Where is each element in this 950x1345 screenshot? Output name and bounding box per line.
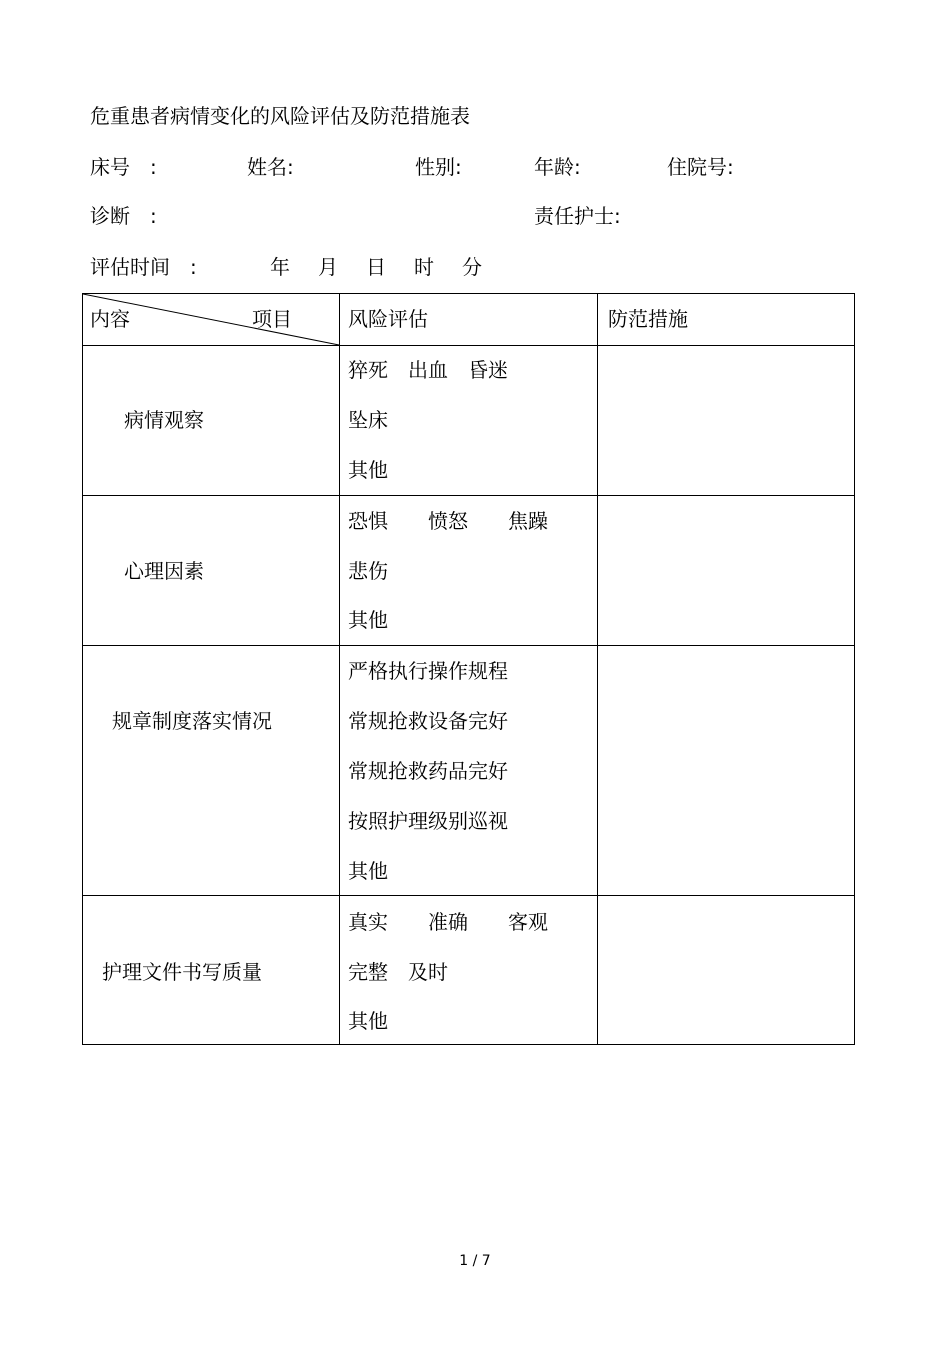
table-row-divider <box>82 895 855 896</box>
risk-item: 常规抢救设备完好 <box>348 709 508 733</box>
risk-item: 完整 及时 <box>348 960 448 984</box>
risk-item: 其他 <box>348 1009 388 1033</box>
risk-item: 常规抢救药品完好 <box>348 759 508 783</box>
risk-item: 按照护理级别巡视 <box>348 809 508 833</box>
header-prevention-measures: 防范措施 <box>608 307 688 331</box>
month-label: 月 <box>318 255 338 279</box>
gender-label: 性别: <box>415 155 462 179</box>
table-column-divider <box>339 293 340 1045</box>
table-border-right <box>854 293 855 1045</box>
risk-item: 恐惧 愤怒 焦躁 <box>348 509 548 533</box>
form-title: 危重患者病情变化的风险评估及防范措施表 <box>90 104 470 128</box>
evaluation-time-label: 评估时间 : <box>90 255 197 279</box>
risk-item: 严格执行操作规程 <box>348 659 508 683</box>
risk-item: 坠床 <box>348 408 388 432</box>
risk-item: 其他 <box>348 859 388 883</box>
row-category-nursing-documentation: 护理文件书写质量 <box>102 960 262 984</box>
row-category-regulation-implementation: 规章制度落实情况 <box>112 709 272 733</box>
year-label: 年 <box>270 255 290 279</box>
header-content-label: 内容 <box>90 307 130 331</box>
header-risk-assessment: 风险评估 <box>348 307 428 331</box>
table-border-left <box>82 293 83 1045</box>
risk-item: 其他 <box>348 608 388 632</box>
risk-item: 真实 准确 客观 <box>348 910 548 934</box>
risk-item: 其他 <box>348 458 388 482</box>
hour-label: 时 <box>414 255 434 279</box>
page-number: 1 / 7 <box>459 1253 491 1269</box>
header-item-label: 项目 <box>252 307 292 331</box>
day-label: 日 <box>366 255 386 279</box>
table-border-bottom <box>82 1044 855 1045</box>
diagnosis-label: 诊断 : <box>90 204 157 228</box>
table-row-divider <box>82 645 855 646</box>
bed-number-label: 床号 : <box>90 155 157 179</box>
table-column-divider <box>597 293 598 1045</box>
row-category-condition-observation: 病情观察 <box>124 408 204 432</box>
responsible-nurse-label: 责任护士: <box>534 204 621 228</box>
risk-item: 悲伤 <box>348 559 388 583</box>
patient-name-label: 姓名: <box>247 155 294 179</box>
minute-label: 分 <box>462 255 482 279</box>
table-row-divider <box>82 495 855 496</box>
risk-item: 猝死 出血 昏迷 <box>348 358 508 382</box>
age-label: 年龄: <box>534 155 581 179</box>
admission-number-label: 住院号: <box>667 155 734 179</box>
row-category-psychological-factors: 心理因素 <box>124 559 204 583</box>
